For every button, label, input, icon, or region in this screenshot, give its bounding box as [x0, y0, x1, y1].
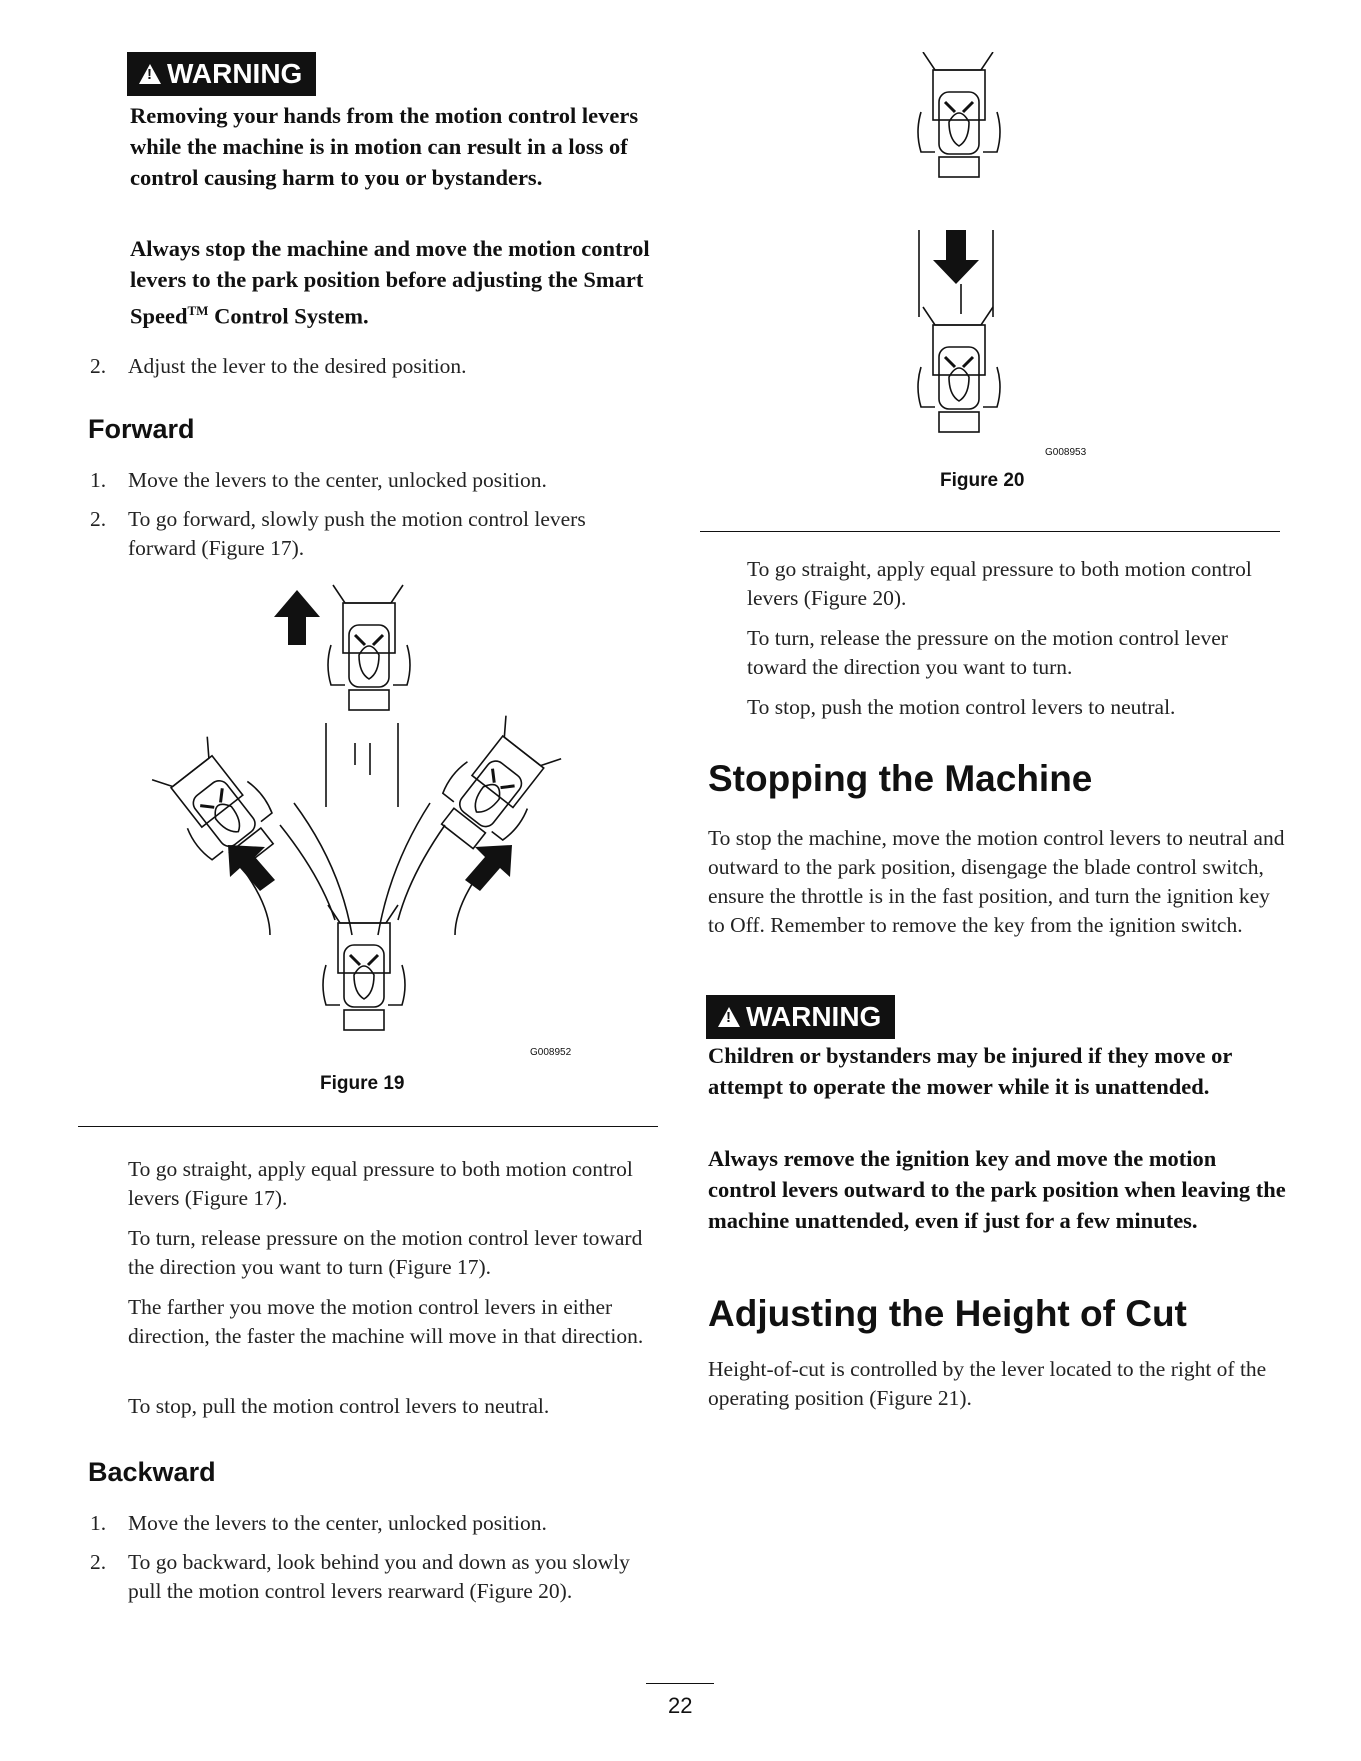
page-number: 22 [668, 1693, 693, 1718]
paragraph: To stop, pull the motion control levers to neutral. [128, 1394, 550, 1418]
warning-badge: !WARNING [127, 52, 316, 96]
mower-top-view [918, 52, 1000, 177]
warning-triangle-icon [718, 1007, 740, 1027]
warning-text: Children or bystanders may be injured if they move or attempt to operate the mower while it is unattended. [708, 1043, 1232, 1099]
list-item: 1. Move the levers to the center, unlocked position. [90, 1511, 547, 1535]
mower-bottom-view [323, 905, 405, 1030]
paragraph: The farther you move the motion control levers in either direction, the faster the machine will move in that direction. [128, 1295, 644, 1348]
arrow-up-left-icon [228, 845, 275, 891]
divider [700, 531, 1280, 532]
figure-19-illustration [140, 575, 620, 1065]
warning-text: Removing your hands from the motion control levers while the machine is in motion can result in a loss of control causing harm to you or bystanders. [130, 103, 639, 190]
list-item: 2. To go backward, look behind you and down as you slowly pull the motion control levers rearward (Figure 20). [90, 1550, 630, 1603]
arrow-down-icon [933, 230, 979, 284]
paragraph: Height-of-cut is controlled by the lever located to the right of the operating position (Figure 21). [708, 1357, 1267, 1410]
section-heading-height-of-cut: Adjusting the Height of Cut [708, 1293, 1187, 1334]
warning-instruction: Always stop the machine and move the motion control levers to the park position before adjusting the Smart Speed™ Control System. [130, 236, 650, 329]
mower-bottom-view [918, 307, 1000, 432]
mower-turning-left [148, 732, 290, 881]
warning-triangle-icon [139, 64, 161, 84]
section-heading-backward: Backward [88, 1457, 216, 1487]
list-item: 1. Move the levers to the center, unlocked position. [90, 468, 547, 492]
paragraph: To turn, release the pressure on the motion control lever toward the direction you want to turn. [747, 626, 1228, 679]
arrow-up-right-icon [465, 845, 512, 891]
mower-top-view [328, 585, 410, 710]
list-item: 2. Adjust the lever to the desired position. [90, 354, 467, 378]
warning-instruction: Always remove the ignition key and move the motion control levers outward to the park position when leaving the machine unattended, even if just for a few minutes. [708, 1146, 1286, 1233]
paragraph: To turn, release pressure on the motion control lever toward the direction you want to turn (Figure 17). [128, 1226, 643, 1279]
mower-turning-right [425, 713, 567, 862]
figure-caption: Figure 20 [940, 470, 1025, 491]
page-number-rule [646, 1683, 714, 1684]
figure-caption: Figure 19 [320, 1073, 405, 1094]
divider [78, 1126, 658, 1127]
warning-badge: !WARNING [706, 995, 895, 1039]
paragraph: To go straight, apply equal pressure to both motion control levers (Figure 20). [747, 557, 1252, 610]
paragraph: To stop the machine, move the motion control levers to neutral and outward to the park position, disengage the blade control switch, ensure the throttle is in the fast position, and turn the ignition key to Off. Remember to remove the key from the ignition switch. [708, 826, 1285, 937]
section-heading-stopping: Stopping the Machine [708, 758, 1093, 799]
list-item: 2. To go forward, slowly push the motion control levers forward (Figure 17). [90, 507, 586, 560]
paragraph: To stop, push the motion control levers to neutral. [747, 695, 1176, 719]
figure-20-illustration [895, 52, 1045, 462]
figure-code: G008953 [1045, 447, 1087, 458]
figure-code: G008952 [530, 1047, 572, 1058]
arrow-up-icon [274, 590, 320, 645]
paragraph: To go straight, apply equal pressure to both motion control levers (Figure 17). [128, 1157, 633, 1210]
section-heading-forward: Forward [88, 414, 195, 444]
